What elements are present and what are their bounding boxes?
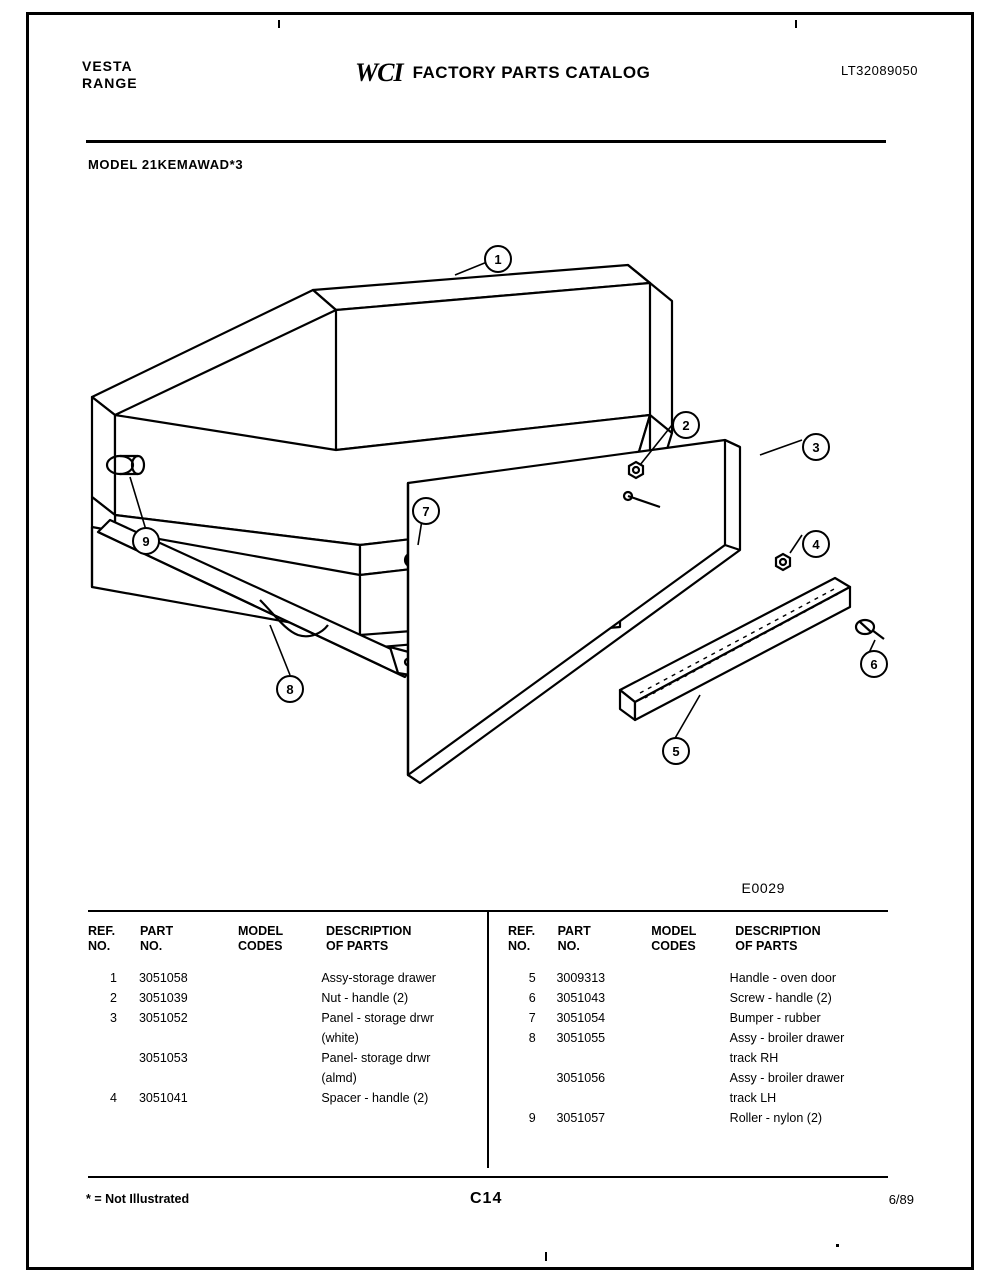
cell-part: 3051054 bbox=[556, 1011, 606, 1025]
cell-ref: 5 bbox=[528, 971, 536, 985]
table-row bbox=[508, 1088, 888, 1108]
header-model-line2: CODES bbox=[651, 939, 696, 953]
cell-part: 3051055 bbox=[556, 1031, 606, 1045]
cell-part: 3051053 bbox=[138, 1051, 188, 1065]
table-left-column bbox=[88, 912, 488, 1168]
figure-code: E0029 bbox=[741, 880, 785, 896]
cell-desc: (white) bbox=[321, 1031, 359, 1045]
header-desc-line1: DESCRIPTION bbox=[735, 924, 821, 938]
cell-part: 3051057 bbox=[556, 1111, 606, 1125]
callout-8: 8 bbox=[276, 675, 304, 703]
cell-ref: 8 bbox=[528, 1031, 536, 1045]
cell-ref: 9 bbox=[528, 1111, 536, 1125]
callout-6: 6 bbox=[860, 650, 888, 678]
table-row bbox=[88, 988, 488, 1008]
table-row bbox=[88, 1048, 488, 1068]
cell-codes bbox=[235, 1008, 321, 1028]
header-part-line1: PART bbox=[557, 924, 591, 938]
header-ref-line1: REF. bbox=[508, 924, 536, 938]
cell-part: 3009313 bbox=[556, 971, 606, 985]
header-model-line1: MODEL bbox=[238, 924, 284, 938]
cell-desc: (almd) bbox=[321, 1071, 357, 1085]
cell-ref: 3 bbox=[110, 1011, 117, 1025]
cell-codes bbox=[235, 1048, 321, 1068]
cell-codes bbox=[235, 988, 321, 1008]
cell-codes bbox=[648, 1048, 730, 1068]
cell-desc: track RH bbox=[729, 1051, 779, 1065]
table-body bbox=[88, 912, 888, 1168]
screw-handle bbox=[856, 620, 884, 639]
callout-3: 3 bbox=[802, 433, 830, 461]
cell-desc: Bumper - rubber bbox=[729, 1011, 821, 1025]
cell-desc: Spacer - handle (2) bbox=[321, 1091, 429, 1105]
cell-part: 3051043 bbox=[556, 991, 606, 1005]
brand-block bbox=[82, 58, 138, 92]
cell-desc: Handle - oven door bbox=[729, 971, 836, 985]
cell-desc: Panel - storage drwr bbox=[321, 1011, 434, 1025]
table-row bbox=[88, 968, 488, 988]
table-header-left bbox=[88, 912, 488, 958]
cell-ref bbox=[508, 1088, 556, 1108]
header-part-line2: NO. bbox=[140, 939, 163, 953]
cell-ref: 6 bbox=[528, 991, 536, 1005]
table-row bbox=[508, 1048, 888, 1068]
table-rows-left bbox=[88, 958, 488, 1168]
cell-ref: 7 bbox=[528, 1011, 536, 1025]
cell-part: 3051058 bbox=[138, 971, 188, 985]
page-number: C14 bbox=[470, 1190, 503, 1207]
callout-9: 9 bbox=[132, 527, 160, 555]
table-row bbox=[508, 1028, 888, 1048]
cell-part: 3051039 bbox=[138, 991, 188, 1005]
spacer-handle bbox=[776, 554, 790, 570]
cell-codes bbox=[235, 1028, 321, 1048]
cell-part bbox=[139, 1028, 235, 1048]
table-row bbox=[508, 1108, 888, 1128]
table-row bbox=[508, 1008, 888, 1028]
parts-illustration bbox=[60, 215, 940, 855]
table-row bbox=[88, 1068, 488, 1088]
cell-desc: Assy - broiler drawer bbox=[729, 1071, 845, 1085]
cell-desc: Nut - handle (2) bbox=[321, 991, 409, 1005]
cell-codes bbox=[648, 1108, 730, 1128]
cell-part bbox=[139, 1068, 235, 1088]
model-designation: MODEL 21KEMAWAD*3 bbox=[88, 157, 244, 172]
header-model-line1: MODEL bbox=[651, 924, 697, 938]
cell-codes bbox=[235, 1068, 321, 1088]
header-ref-line1: REF. bbox=[88, 924, 116, 938]
table-row bbox=[88, 1008, 488, 1028]
callout-5: 5 bbox=[662, 737, 690, 765]
table-right-column bbox=[488, 912, 888, 1168]
table-row bbox=[508, 968, 888, 988]
wci-logo: WCI bbox=[355, 58, 403, 87]
callout-4: 4 bbox=[802, 530, 830, 558]
cell-desc: Panel- storage drwr bbox=[321, 1051, 431, 1065]
table-row bbox=[88, 1028, 488, 1048]
catalog-title: FACTORY PARTS CATALOG bbox=[412, 63, 651, 82]
table-header-right bbox=[508, 912, 888, 958]
cell-ref bbox=[88, 1068, 139, 1088]
cell-desc: Screw - handle (2) bbox=[729, 991, 832, 1005]
callout-2: 2 bbox=[672, 411, 700, 439]
header-model-line2: CODES bbox=[238, 939, 283, 953]
header-rule bbox=[86, 140, 886, 143]
cell-part: 3051052 bbox=[138, 1011, 188, 1025]
cell-desc: Roller - nylon (2) bbox=[729, 1111, 823, 1125]
header-desc-line1: DESCRIPTION bbox=[326, 924, 412, 938]
callout-1: 1 bbox=[484, 245, 512, 273]
cell-part: 3051041 bbox=[138, 1091, 188, 1105]
cell-codes bbox=[648, 1008, 730, 1028]
cell-desc: Assy-storage drawer bbox=[321, 971, 436, 985]
cell-part bbox=[556, 1048, 647, 1068]
date-code: 6/89 bbox=[888, 1192, 914, 1207]
cell-codes bbox=[648, 1028, 730, 1048]
footnote: * = Not Illustrated bbox=[86, 1192, 190, 1206]
cell-ref bbox=[88, 1048, 139, 1068]
cell-part bbox=[556, 1088, 647, 1108]
header-part-line2: NO. bbox=[557, 939, 580, 953]
table-rows-right bbox=[508, 958, 888, 1168]
cell-ref: 2 bbox=[110, 991, 117, 1005]
cell-part: 3051056 bbox=[556, 1071, 606, 1085]
cell-codes bbox=[648, 1088, 730, 1108]
callout-7: 7 bbox=[412, 497, 440, 525]
table-row bbox=[88, 1088, 488, 1108]
cell-codes bbox=[648, 1068, 730, 1088]
cell-codes bbox=[235, 1088, 321, 1108]
table-bottom-rule bbox=[88, 1176, 888, 1178]
table-row bbox=[508, 988, 888, 1008]
parts-table bbox=[88, 910, 888, 1178]
cell-codes bbox=[235, 968, 321, 988]
header-desc-line2: OF PARTS bbox=[735, 939, 798, 953]
cell-codes bbox=[648, 988, 730, 1008]
table-row bbox=[508, 1068, 888, 1088]
cell-ref bbox=[88, 1028, 139, 1048]
header-part-line1: PART bbox=[140, 924, 174, 938]
header-ref-line2: NO. bbox=[508, 939, 531, 953]
cell-ref: 4 bbox=[110, 1091, 117, 1105]
document-code: LT32089050 bbox=[840, 63, 918, 78]
header-desc-line2: OF PARTS bbox=[326, 939, 389, 953]
cell-desc: track LH bbox=[729, 1091, 777, 1105]
header-ref-line2: NO. bbox=[88, 939, 111, 953]
brand-line-2: RANGE bbox=[82, 75, 138, 91]
cell-ref bbox=[508, 1048, 556, 1068]
cell-ref bbox=[508, 1068, 556, 1088]
cell-ref: 1 bbox=[110, 971, 117, 985]
brand-line-1: VESTA bbox=[82, 58, 133, 74]
header-center bbox=[355, 58, 650, 88]
cell-codes bbox=[648, 968, 730, 988]
cell-desc: Assy - broiler drawer bbox=[729, 1031, 845, 1045]
